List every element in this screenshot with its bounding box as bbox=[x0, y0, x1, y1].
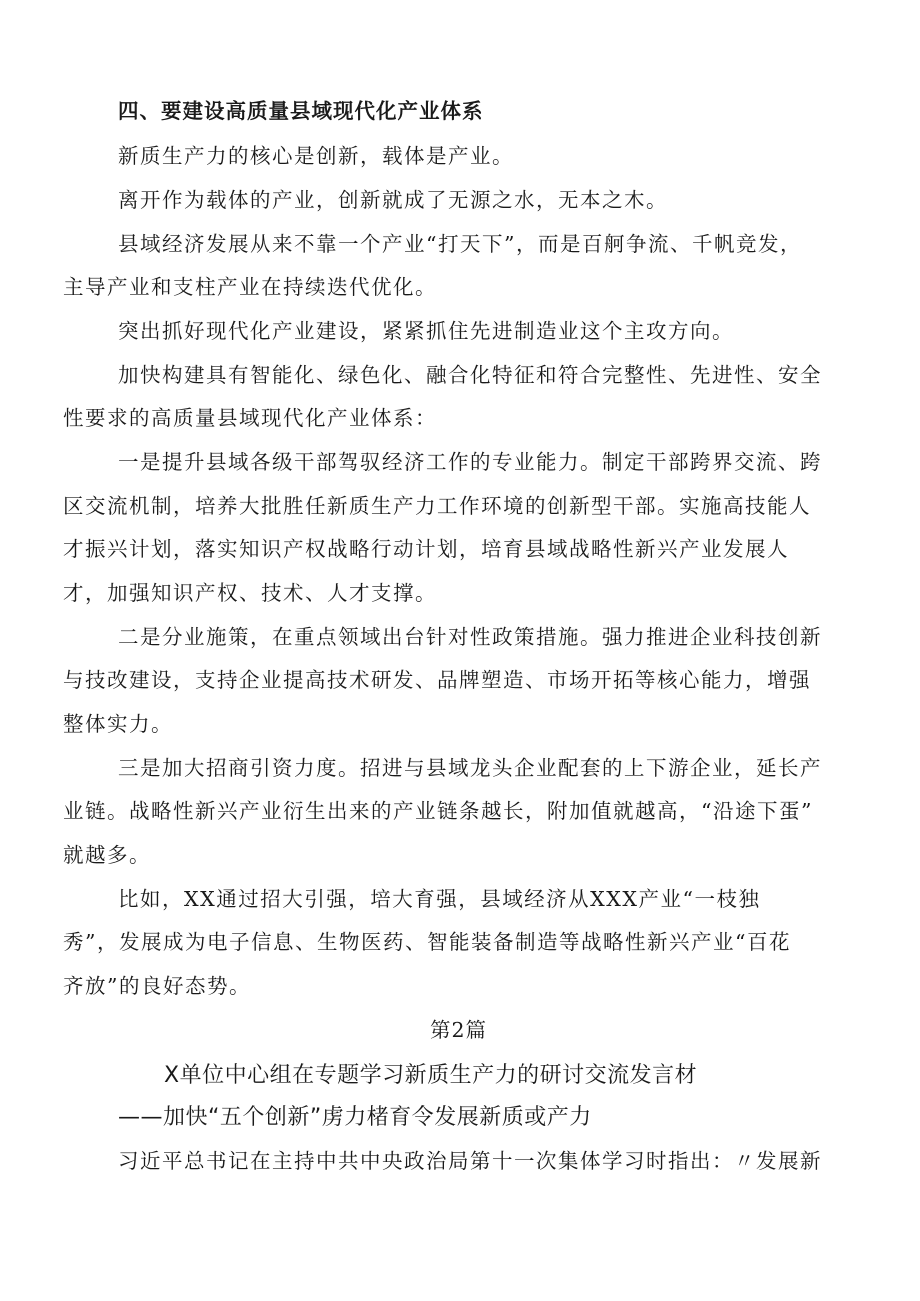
paragraph-line: 齐放”的良好态势。 bbox=[63, 974, 251, 998]
paragraph-line: 习近平总书记在主持中共中央政治局第十一次集体学习时指出：〃发展新 bbox=[118, 1149, 822, 1173]
paragraph-line: 业链。战略性新兴产业衍生出来的产业链条越长，附加值就越高，“沿途下蛋” bbox=[63, 799, 813, 823]
paragraph-line: 性要求的高质量县域现代化产业体系： bbox=[63, 406, 437, 430]
paragraph-line: 主导产业和支柱产业在持续迭代优化。 bbox=[63, 275, 437, 299]
paragraph-line: 就越多。 bbox=[63, 843, 151, 867]
paragraph-line: 比如，XX通过招大引强，培大育强，县域经济从XXX产业“一枝独 bbox=[118, 887, 761, 911]
paragraph-line: 秀”，发展成为电子信息、生物医药、智能装备制造等战略性新兴产业“百花 bbox=[63, 930, 791, 954]
paragraph-line: 县域经济发展从来不靠一个产业“打天下”，而是百舸争流、千帆竞发， bbox=[118, 232, 802, 256]
paragraph-line: 二是分业施策，在重点领域出台针对性政策措施。强力推进企业科技创新 bbox=[118, 625, 822, 649]
paragraph-line: 突出抓好现代化产业建设，紧紧抓住先进制造业这个主攻方向。 bbox=[118, 319, 734, 343]
paragraph-line: 一是提升县域各级干部驾驭经济工作的专业能力。制定干部跨界交流、跨 bbox=[118, 450, 822, 474]
paragraph-line: 才，加强知识产权、技术、人才支撑。 bbox=[63, 581, 437, 605]
paragraph-line: 新质生产力的核心是创新，载体是产业。 bbox=[118, 144, 514, 168]
paragraph-line: 区交流机制，培养大批胜任新质生产力工作环境的创新型干部。实施高技能人 bbox=[63, 494, 811, 518]
section-heading: 四、要建设高质量县域现代化产业体系 bbox=[118, 99, 484, 123]
document-title-line-2: ——加快“五个创新”虏力楮育令发展新质或产力 bbox=[118, 1105, 592, 1130]
paragraph-line: 离开作为载体的产业，创新就成了无源之水，无本之木。 bbox=[118, 188, 668, 212]
document-title-line-1: X单位中心组在专题学习新质生产力的研讨交流发言材 bbox=[164, 1063, 698, 1088]
paragraph-line: 加快构建具有智能化、绿色化、融合化特征和符合完整性、先进性、安全 bbox=[118, 363, 822, 387]
paragraph-line: 整体实力。 bbox=[63, 712, 173, 736]
paragraph-line: 才振兴计划，落实知识产权战略行动计划，培育县域战略性新兴产业发展人 bbox=[63, 537, 789, 561]
paragraph-line: 三是加大招商引资力度。招进与县域龙头企业配套的上下游企业，延长产 bbox=[118, 756, 822, 780]
section-label: 第2篇 bbox=[430, 1018, 488, 1042]
paragraph-line: 与技改建设，支持企业提高技术研发、品牌塑造、市场开拓等核心能力，增强 bbox=[63, 668, 811, 692]
